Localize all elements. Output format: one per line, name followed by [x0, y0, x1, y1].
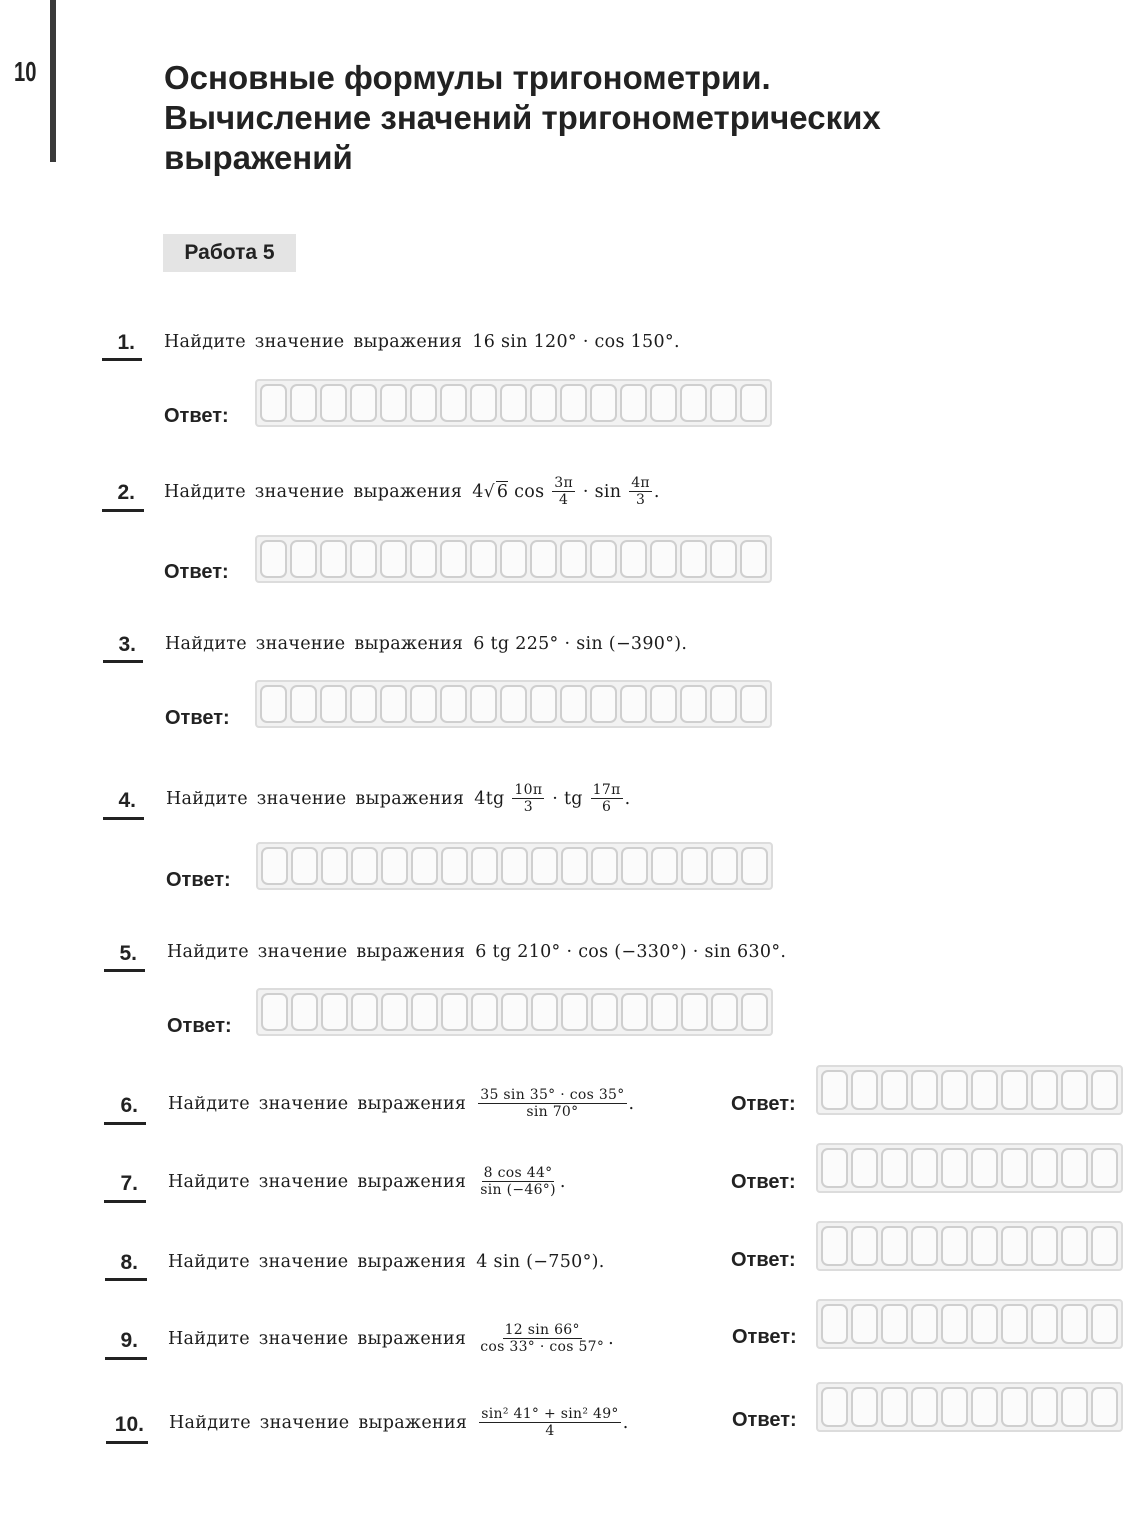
- answer-label: Ответ:: [731, 1171, 796, 1193]
- numerator: 4π: [631, 475, 650, 491]
- answer-label: Ответ:: [166, 869, 231, 891]
- question-prefix: Найдите значение выражения: [168, 1093, 467, 1114]
- task-number-underline: [102, 509, 144, 512]
- task-question: [168, 1165, 566, 1198]
- math-expression: 4tg $\frac{10\pi}{3}$ · tg $\frac{17\pi}{6}$ .: [474, 782, 631, 815]
- title-line-1: Основные формулы тригонометрии.: [164, 59, 771, 96]
- task-number: 1.: [117, 331, 135, 354]
- task-number-underline: [105, 1278, 147, 1281]
- answer-field[interactable]: [255, 535, 772, 583]
- question-prefix: Найдите значение выражения: [168, 1252, 467, 1272]
- denominator: 6: [602, 799, 612, 815]
- answer-field[interactable]: [816, 1382, 1123, 1432]
- task-number-underline: [104, 1200, 146, 1203]
- task-question: [168, 1322, 614, 1355]
- math-expression: 4 √ 6 cos $\frac{3\pi}{4}$ · sin $\frac{4\pi}{3}$ .: [472, 475, 660, 508]
- task-number-underline: [103, 660, 143, 663]
- question-prefix: Найдите значение выражения: [165, 634, 464, 654]
- task-question: [169, 1406, 629, 1439]
- math-expression: 4 sin (−750°).: [476, 1252, 605, 1272]
- denominator: sin (−46°): [480, 1182, 556, 1198]
- answer-field[interactable]: [255, 379, 772, 427]
- function-name: sin: [594, 481, 622, 502]
- denominator: 3: [523, 799, 533, 815]
- question-prefix: Найдите значение выражения: [164, 332, 463, 352]
- numerator: 10π: [514, 782, 543, 798]
- task-question: [168, 1252, 605, 1272]
- fraction: [591, 782, 623, 815]
- task-number: 5.: [119, 942, 137, 965]
- answer-label: Ответ:: [731, 1249, 796, 1271]
- math-expression: 6 tg 210° · cos (−330°) · sin 630°.: [475, 942, 787, 962]
- denominator: sin 70°: [526, 1104, 579, 1120]
- fraction: [478, 1322, 606, 1355]
- question-prefix: Найдите значение выражения: [166, 788, 465, 809]
- answer-field[interactable]: [816, 1221, 1123, 1271]
- task-number: 6.: [120, 1094, 138, 1117]
- task-question: [164, 475, 660, 508]
- question-prefix: Найдите значение выражения: [168, 1328, 467, 1349]
- coefficient: 4: [472, 481, 484, 502]
- task-number-underline: [104, 1122, 146, 1125]
- fraction: [479, 1406, 620, 1439]
- task-number-underline: [105, 1357, 147, 1360]
- math-expression: $\frac{35 \sin 35^\circ \cdot \cos 35^\circ}{\sin 70^\circ}$ .: [480, 1087, 635, 1120]
- task-number: 10.: [114, 1413, 144, 1436]
- task-question: [167, 942, 786, 962]
- math-expression: $\frac{\text{sin² 41° + sin² 49°}}{4}$ .: [481, 1406, 629, 1439]
- answer-field[interactable]: [816, 1065, 1123, 1115]
- math-expression: $\frac{8 \cos 44^\circ}{\sin (-46^\circ)}$ .: [480, 1165, 566, 1198]
- page-edge-bar: [50, 0, 56, 162]
- task-number: 2.: [117, 481, 135, 504]
- denominator: 4: [559, 492, 569, 508]
- sqrt-argument: 6: [496, 482, 509, 502]
- question-prefix: Найдите значение выражения: [168, 1171, 467, 1192]
- task-number: 4.: [118, 789, 136, 812]
- page-title: [164, 58, 881, 178]
- fraction: [552, 475, 575, 508]
- numerator: 35 sin 35° · cos 35°: [480, 1087, 625, 1103]
- task-number-underline: [106, 1441, 148, 1444]
- numerator: 3π: [554, 475, 573, 491]
- title-line-2: Вычисление значений тригонометрических: [164, 99, 881, 136]
- question-prefix: Найдите значение выражения: [164, 481, 463, 502]
- denominator: cos 33° · cos 57°: [480, 1339, 605, 1355]
- answer-label: Ответ:: [165, 707, 230, 729]
- numerator: 17π: [592, 782, 621, 798]
- work-label: Работа 5: [163, 234, 296, 272]
- task-question: [165, 634, 687, 654]
- fraction: [478, 1087, 626, 1120]
- task-number-underline: [104, 969, 145, 972]
- function-name: cos: [514, 481, 545, 502]
- task-number-underline: [102, 358, 142, 361]
- answer-field[interactable]: [255, 680, 772, 728]
- task-question: [166, 782, 630, 815]
- answer-label: Ответ:: [164, 561, 229, 583]
- task-number: 9.: [120, 1329, 138, 1352]
- answer-field[interactable]: [256, 842, 773, 890]
- answer-label: Ответ:: [164, 405, 229, 427]
- numerator: 12 sin 66°: [504, 1322, 580, 1338]
- page-number: 10: [14, 56, 37, 87]
- coefficient: 4tg: [474, 788, 505, 809]
- fraction: [478, 1165, 558, 1198]
- math-expression: 6 tg 225° · sin (−390°).: [473, 634, 688, 654]
- task-number-underline: [103, 817, 144, 820]
- math-expression: 16 sin 120° · cos 150°.: [472, 332, 680, 352]
- function-name: tg: [563, 788, 583, 809]
- numerator: 8 cos 44°: [483, 1165, 553, 1181]
- sqrt-sign-icon: √: [483, 481, 495, 502]
- answer-label: Ответ:: [732, 1326, 797, 1348]
- answer-label: Ответ:: [167, 1015, 232, 1037]
- answer-field[interactable]: [256, 988, 773, 1036]
- answer-label: Ответ:: [732, 1409, 797, 1431]
- title-line-3: выражений: [164, 139, 353, 176]
- denominator: 3: [635, 492, 646, 508]
- task-number: 7.: [120, 1172, 138, 1195]
- answer-field[interactable]: [816, 1299, 1123, 1349]
- denominator: 4: [545, 1423, 555, 1439]
- task-number: 3.: [118, 633, 136, 656]
- answer-label: Ответ:: [731, 1093, 796, 1115]
- numerator: sin² 41° + sin² 49°: [481, 1406, 619, 1422]
- fraction: [629, 475, 652, 508]
- answer-field[interactable]: [816, 1143, 1123, 1193]
- question-prefix: Найдите значение выражения: [169, 1412, 468, 1433]
- task-number: 8.: [120, 1251, 138, 1274]
- math-expression: $\frac{12 \sin 66^\circ}{\cos 33^\circ \cdot \cos 57^\circ}$ .: [480, 1322, 615, 1355]
- question-prefix: Найдите значение выражения: [167, 942, 466, 962]
- task-question: [164, 332, 680, 352]
- fraction: [512, 782, 544, 815]
- task-question: [168, 1087, 634, 1120]
